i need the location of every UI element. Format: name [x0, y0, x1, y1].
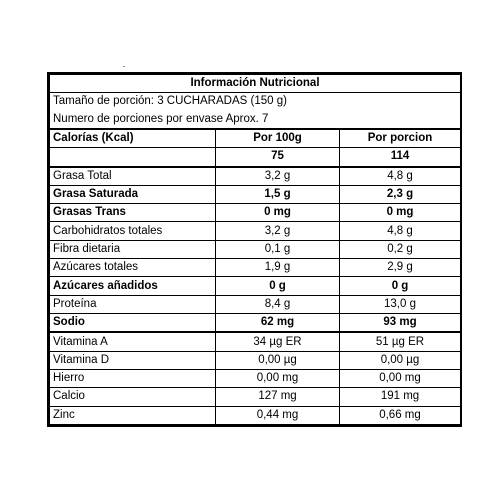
value-per-portion: 4,8 g [340, 167, 461, 186]
value-per-portion: 0,66 mg [340, 406, 461, 424]
nutrition-table [49, 74, 461, 425]
calories-per-portion: 114 [340, 148, 461, 167]
table-row [50, 277, 461, 295]
table-row [50, 222, 461, 240]
value-per-100g: 0,1 g [216, 240, 340, 258]
nutrient-label: Zinc [50, 406, 216, 424]
table-row [50, 240, 461, 258]
column-header-per-100g: Por 100g [216, 129, 340, 148]
value-per-100g: 1,5 g [216, 185, 340, 203]
nutrient-label: Grasa Saturada [50, 185, 216, 203]
nutrient-label: Carbohidratos totales [50, 222, 216, 240]
value-per-portion: 13,0 g [340, 295, 461, 313]
value-per-portion: 0,00 µg [340, 351, 461, 369]
table-row [50, 388, 461, 406]
table-row [50, 332, 461, 351]
calories-per-100g: 75 [216, 148, 340, 167]
table-row [50, 185, 461, 203]
nutrient-label: Calcio [50, 388, 216, 406]
value-per-100g: 1,9 g [216, 259, 340, 277]
table-row [50, 167, 461, 186]
value-per-100g: 0,00 mg [216, 369, 340, 387]
value-per-100g: 8,4 g [216, 295, 340, 313]
calories-row [50, 148, 461, 167]
value-per-portion: 191 mg [340, 388, 461, 406]
calories-blank-cell [50, 148, 216, 167]
value-per-portion: 0 mg [340, 204, 461, 222]
nutrient-label: Hierro [50, 369, 216, 387]
value-per-100g: 0 mg [216, 204, 340, 222]
value-per-portion: 4,8 g [340, 222, 461, 240]
value-per-100g: 62 mg [216, 314, 340, 333]
servings-per-container-row [50, 111, 461, 129]
calories-label: Calorías (Kcal) [50, 129, 216, 148]
value-per-100g: 0 g [216, 277, 340, 295]
serving-size: Tamaño de porción: 3 CUCHARADAS (150 g) [50, 93, 461, 111]
value-per-100g: 3,2 g [216, 222, 340, 240]
nutrition-facts-panel [47, 72, 462, 427]
column-header-per-portion: Por porcion [340, 129, 461, 148]
value-per-portion: 0 g [340, 277, 461, 295]
table-row [50, 406, 461, 424]
nutrient-label: Vitamina A [50, 332, 216, 351]
nutrient-label: Grasa Total [50, 167, 216, 186]
value-per-portion: 2,9 g [340, 259, 461, 277]
table-row [50, 369, 461, 387]
nutrient-label: Proteína [50, 295, 216, 313]
value-per-100g: 3,2 g [216, 167, 340, 186]
nutrient-label: Vitamina D [50, 351, 216, 369]
value-per-100g: 34 µg ER [216, 332, 340, 351]
value-per-100g: 0,00 µg [216, 351, 340, 369]
nutrient-label: Fibra dietaria [50, 240, 216, 258]
value-per-portion: 0,2 g [340, 240, 461, 258]
scan-speck [123, 66, 125, 67]
table-row [50, 295, 461, 313]
value-per-100g: 0,44 mg [216, 406, 340, 424]
nutrient-label: Azúcares totales [50, 259, 216, 277]
table-row [50, 351, 461, 369]
nutrient-label: Sodio [50, 314, 216, 333]
table-row [50, 259, 461, 277]
value-per-portion: 93 mg [340, 314, 461, 333]
title-row [50, 75, 461, 93]
table-row [50, 314, 461, 333]
header-row [50, 129, 461, 148]
table-title: Información Nutricional [50, 75, 461, 93]
value-per-portion: 2,3 g [340, 185, 461, 203]
value-per-portion: 51 µg ER [340, 332, 461, 351]
nutrient-label: Azúcares añadidos [50, 277, 216, 295]
serving-size-row [50, 93, 461, 111]
servings-per-container: Numero de porciones por envase Aprox. 7 [50, 111, 461, 129]
nutrient-label: Grasas Trans [50, 204, 216, 222]
value-per-100g: 127 mg [216, 388, 340, 406]
value-per-portion: 0,00 mg [340, 369, 461, 387]
table-row [50, 204, 461, 222]
